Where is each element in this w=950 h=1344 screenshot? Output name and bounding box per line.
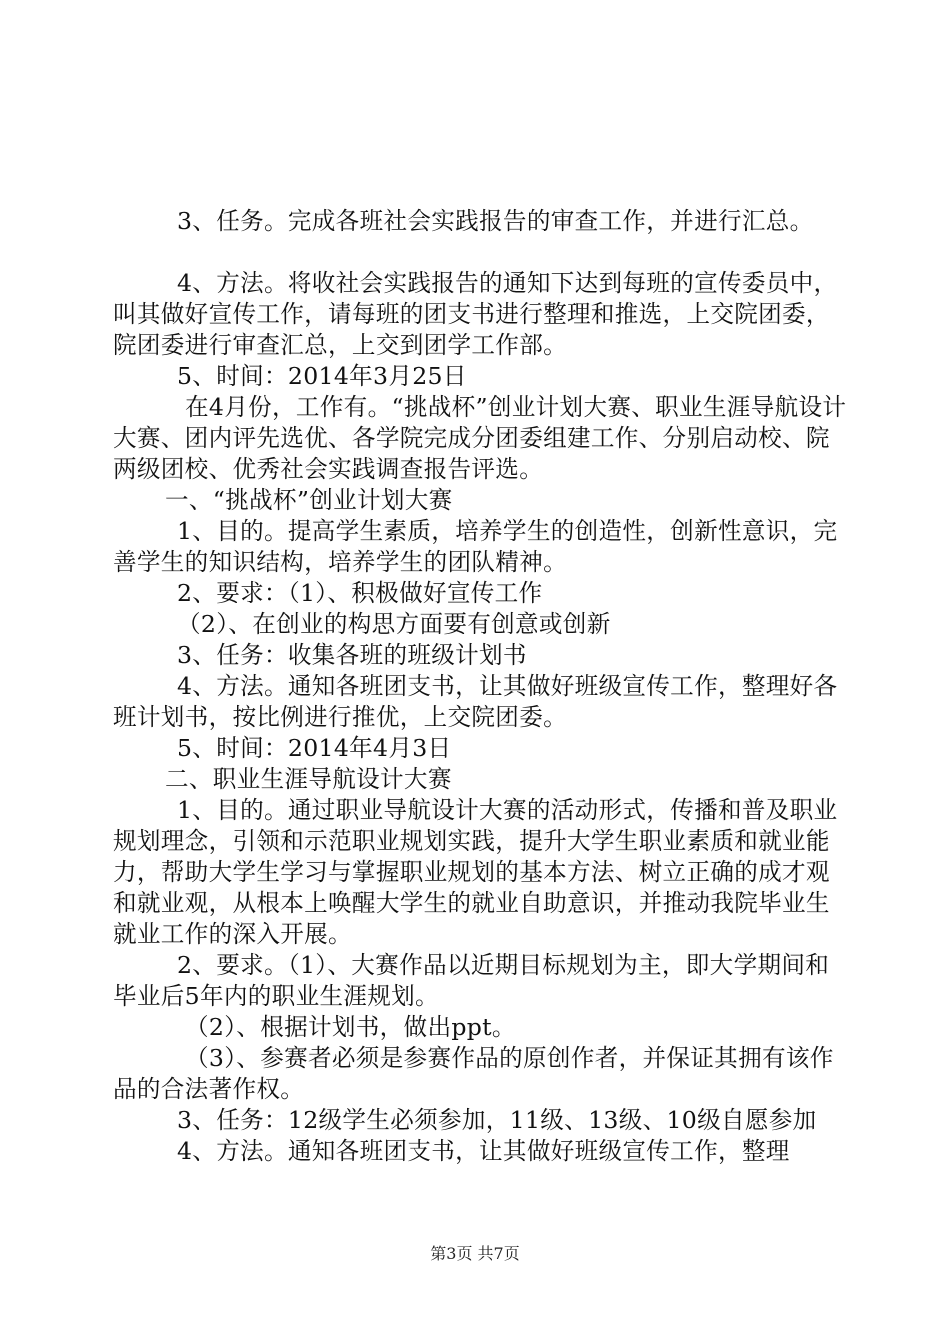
paragraph: 2、要求：（1）、积极做好宣传工作 [177,579,543,607]
paragraph: 1、目的。通过职业导航设计大赛的活动形式，传播和普及职业规划理念，引领和示范职业规划实践，提升大学生职业素质和就业能力，帮助大学生学习与掌握职业规划的基本方法、树立正确的成才观和就业观，从根本上唤醒大学生的就业自助意识，并推动我院毕业生就业工作的深入开展。 [113,796,838,948]
paragraph: 4、方法。通知各班团支书，让其做好班级宣传工作，整理 [177,1137,790,1165]
paragraph: （2）、根据计划书，做出ppt。 [185,1013,516,1041]
paragraph: 4、方法。通知各班团支书，让其做好班级宣传工作，整理好各班计划书，按比例进行推优，上交院团委。 [113,672,838,731]
paragraph: 在4月份，工作有。“挑战杯”创业计划大赛、职业生涯导航设计大赛、团内评先选优、各学院完成分团委组建工作、分别启动校、院两级团校、优秀社会实践调查报告评选。 [113,393,847,483]
page-footer: 第3页 共7页 [430,1244,520,1263]
paragraph: 一、“挑战杯”创业计划大赛 [165,486,453,514]
paragraph: 4、方法。将收社会实践报告的通知下达到每班的宣传委员中，叫其做好宣传工作，请每班的团支书进行整理和推选，上交院团委，院团委进行审查汇总，上交到团学工作部。 [113,269,838,359]
paragraph: （3）、参赛者必须是参赛作品的原创作者，并保证其拥有该作品的合法著作权。 [113,1044,834,1103]
paragraph: 2、要求。（1）、大赛作品以近期目标规划为主，即大学期间和毕业后5年内的职业生涯规划。 [113,951,830,1010]
paragraph: 3、任务：收集各班的班级计划书 [177,641,527,669]
paragraph: 1、目的。提高学生素质，培养学生的创造性，创新性意识，完善学生的知识结构，培养学生的团队精神。 [113,517,838,576]
document-body [113,206,848,1167]
paragraph: 5、时间：2014年3月25日 [177,362,467,390]
paragraph: 5、时间：2014年4月3日 [177,734,452,762]
paragraph: 二、职业生涯导航设计大赛 [165,765,452,793]
paragraph: （2）、在创业的构思方面要有创意或创新 [177,610,611,638]
paragraph: 3、任务：12级学生必须参加，11级、13级、10级自愿参加 [177,1106,817,1134]
paragraph: 3、任务。完成各班社会实践报告的审查工作，并进行汇总。 [177,207,814,235]
